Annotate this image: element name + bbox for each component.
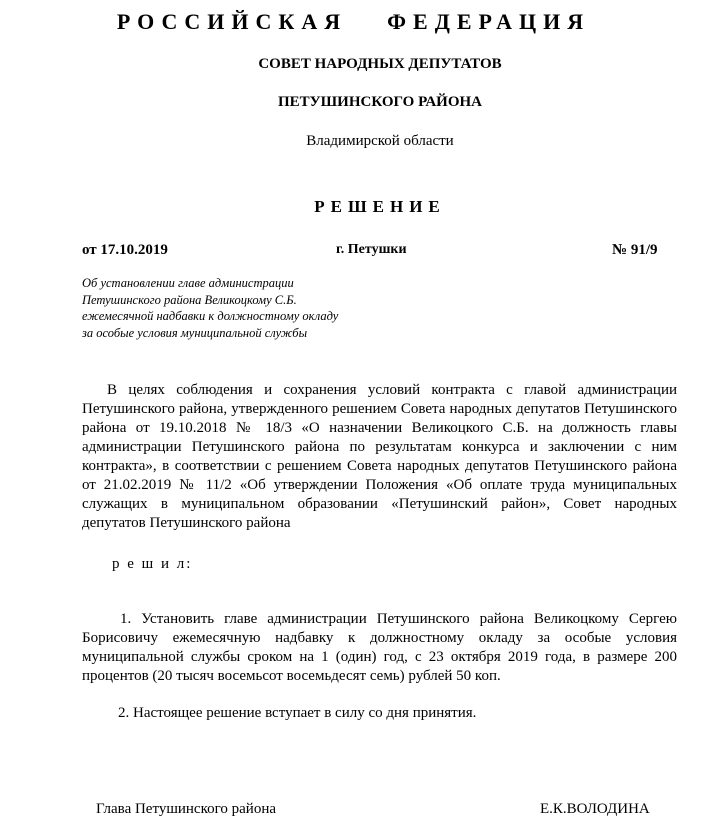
document-subject (82, 275, 338, 341)
region-label: Владимирской области (306, 133, 454, 149)
council-title: СОВЕТ НАРОДНЫХ ДЕПУТАТОВ (258, 56, 502, 72)
district-title: ПЕТУШИНСКОГО РАЙОНА (278, 94, 482, 110)
country-word-2: ФЕДЕРАЦИЯ (387, 9, 591, 34)
country-word-1: РОССИЙСКАЯ (116, 9, 348, 34)
decision-item-1: 1. Установить главе администрации Петушинского района Великоцкому Сергею Борисовичу ежемесячную надбавку к должностному окладу за особые условия муниципальной службы сроком на 1 (один) год, с 23 октября 2019 года, в размере 200 процентов (20 тысяч восемьсот восемьдесят семь) рублей 50 коп. (82, 611, 677, 684)
decision-item-2: 2. Настоящее решение вступает в силу со дня принятия. (118, 705, 477, 721)
document-place: г. Петушки (336, 242, 407, 257)
signatory-title: Глава Петушинского района (96, 801, 277, 817)
signatory-name: Е.К.ВОЛОДИНА (540, 801, 650, 817)
country-title (0, 9, 707, 35)
document-date: от 17.10.2019 (82, 242, 168, 258)
subject-line: ежемесячной надбавки к должностному окладу (82, 309, 339, 323)
resolved-label: р е ш и л: (112, 556, 193, 572)
document-type-title: РЕШЕНИЕ (314, 197, 446, 216)
subject-line: Петушинского района Великоцкому С.Б. (82, 292, 297, 307)
document-number: № 91/9 (612, 242, 658, 258)
preamble-paragraph: В целях соблюдения и сохранения условий контракта с главой администрации Петушинского района, утвержденного решением Совета народных депутатов Петушинского района от 19.10.2018 № 18/3 «О назначении Великоцкого С.Б. на должность главы администрации Петушинского района по результатам конкурса и заключении с ним контракта», в соответствии с решением Совета народных депутатов Петушинского района от 21.02.2019 № 11/2 «Об утверждении Положения «Об оплате труда муниципальных служащих в муниципальном образовании «Петушинский район», Совет народных депутатов Петушинского района (82, 382, 677, 531)
subject-line: Об установлении главе администрации (82, 276, 294, 290)
subject-line: за особые условия муниципальной службы (82, 325, 308, 340)
